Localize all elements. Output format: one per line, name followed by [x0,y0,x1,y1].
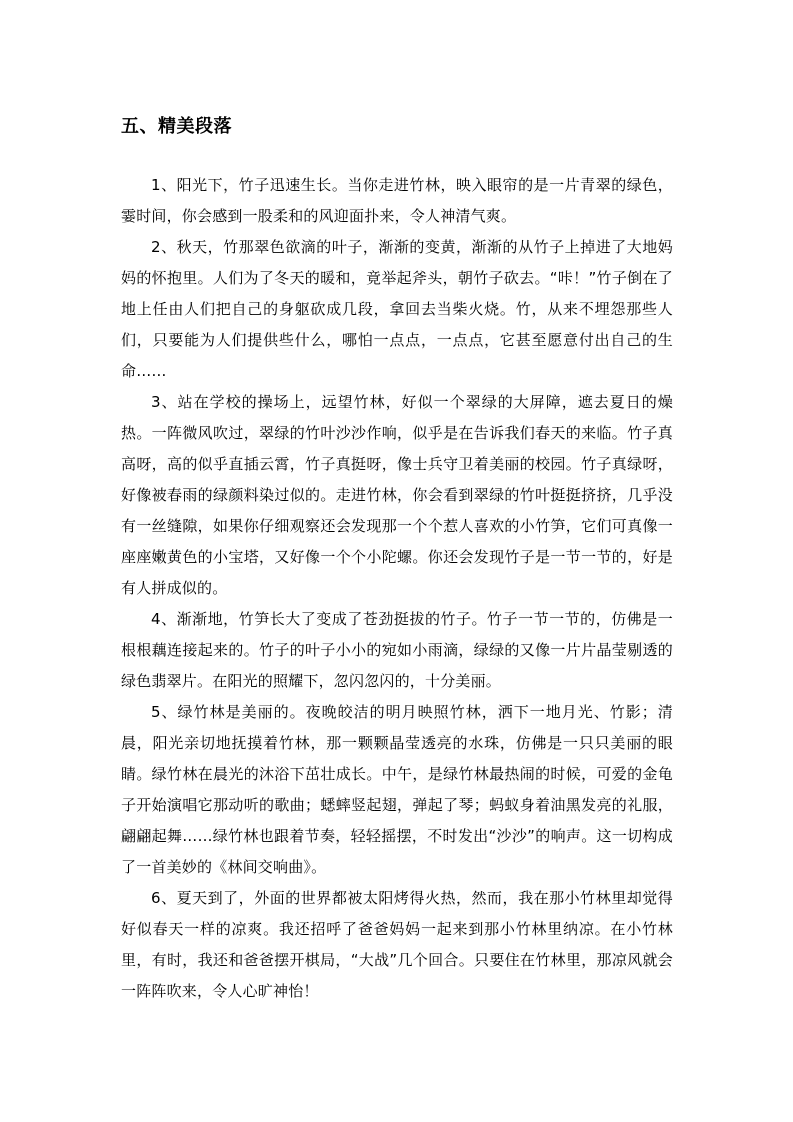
paragraph-2: 2、秋天，竹那翠色欲滴的叶子，渐渐的变黄，渐渐的从竹子上掉进了大地妈妈的怀抱里。人们为了冬天的暖和，竟举起斧头，朝竹子砍去。“咔！”竹子倒在了地上任由人们把自己的身躯砍成几段，拿回去当柴火烧。竹，从来不埋怨那些人们，只要能为人们提供些什么，哪怕一点点，一点点，它甚至愿意付出自己的生命…… [121,238,673,380]
section-title: 五、精美段落 [121,116,232,137]
paragraph-6: 6、夏天到了，外面的世界都被太阳烤得火热，然而，我在那小竹林里却觉得好似春天一样的凉爽。我还招呼了爸爸妈妈一起来到那小竹林里纳凉。在小竹林里，有时，我还和爸爸摆开棋局，“大战”几个回合。只要住在竹林里，那凉风就会一阵阵吹来，令人心旷神怡！ [121,889,673,1000]
paragraph-3: 3、站在学校的操场上，远望竹林，好似一个翠绿的大屏障，遮去夏日的燥热。一阵微风吹过，翠绿的竹叶沙沙作响，似乎是在告诉我们春天的来临。竹子真高呀，高的似乎直插云霄，竹子真挺呀，像士兵守卫着美丽的校园。竹子真绿呀，好像被春雨的绿颜料染过似的。走进竹林，你会看到翠绿的竹叶挺挺挤挤，几乎没有一丝缝隙，如果你仔细观察还会发现那一个个惹人喜欢的小竹笋，它们可真像一座座嫩黄色的小宝塔，又好像一个个小陀螺。你还会发现竹子是一节一节的，好是有人拼成似的。 [121,393,673,597]
paragraph-1: 1、阳光下，竹子迅速生长。当你走进竹林，映入眼帘的是一片青翠的绿色，霎时间，你会感到一股柔和的风迎面扑来，令人神清气爽。 [121,176,673,225]
paragraph-5: 5、绿竹林是美丽的。夜晚皎洁的明月映照竹林，洒下一地月光、竹影；清晨，阳光亲切地抚摸着竹林，那一颗颗晶莹透亮的水珠，仿佛是一只只美丽的眼睛。绿竹林在晨光的沐浴下茁壮成长。中午，是绿竹林最热闹的时候，可爱的金龟子开始演唱它那动听的歌曲；蟋蟀竖起翅，弹起了琴；蚂蚁身着油黑发亮的礼服，翩翩起舞……绿竹林也跟着节奏，轻轻摇摆，不时发出“沙沙”的响声。这一切构成了一首美妙的《林间交响曲》。 [121,703,673,876]
paragraph-list [121,170,673,1007]
paragraph-4: 4、渐渐地，竹笋长大了变成了苍劲挺拔的竹子。竹子一节一节的，仿佛是一根根藕连接起来的。竹子的叶子小小的宛如小雨滴，绿绿的又像一片片晶莹剔透的绿色翡翠片。在阳光的照耀下，忽闪忽闪的，十分美丽。 [121,610,673,690]
